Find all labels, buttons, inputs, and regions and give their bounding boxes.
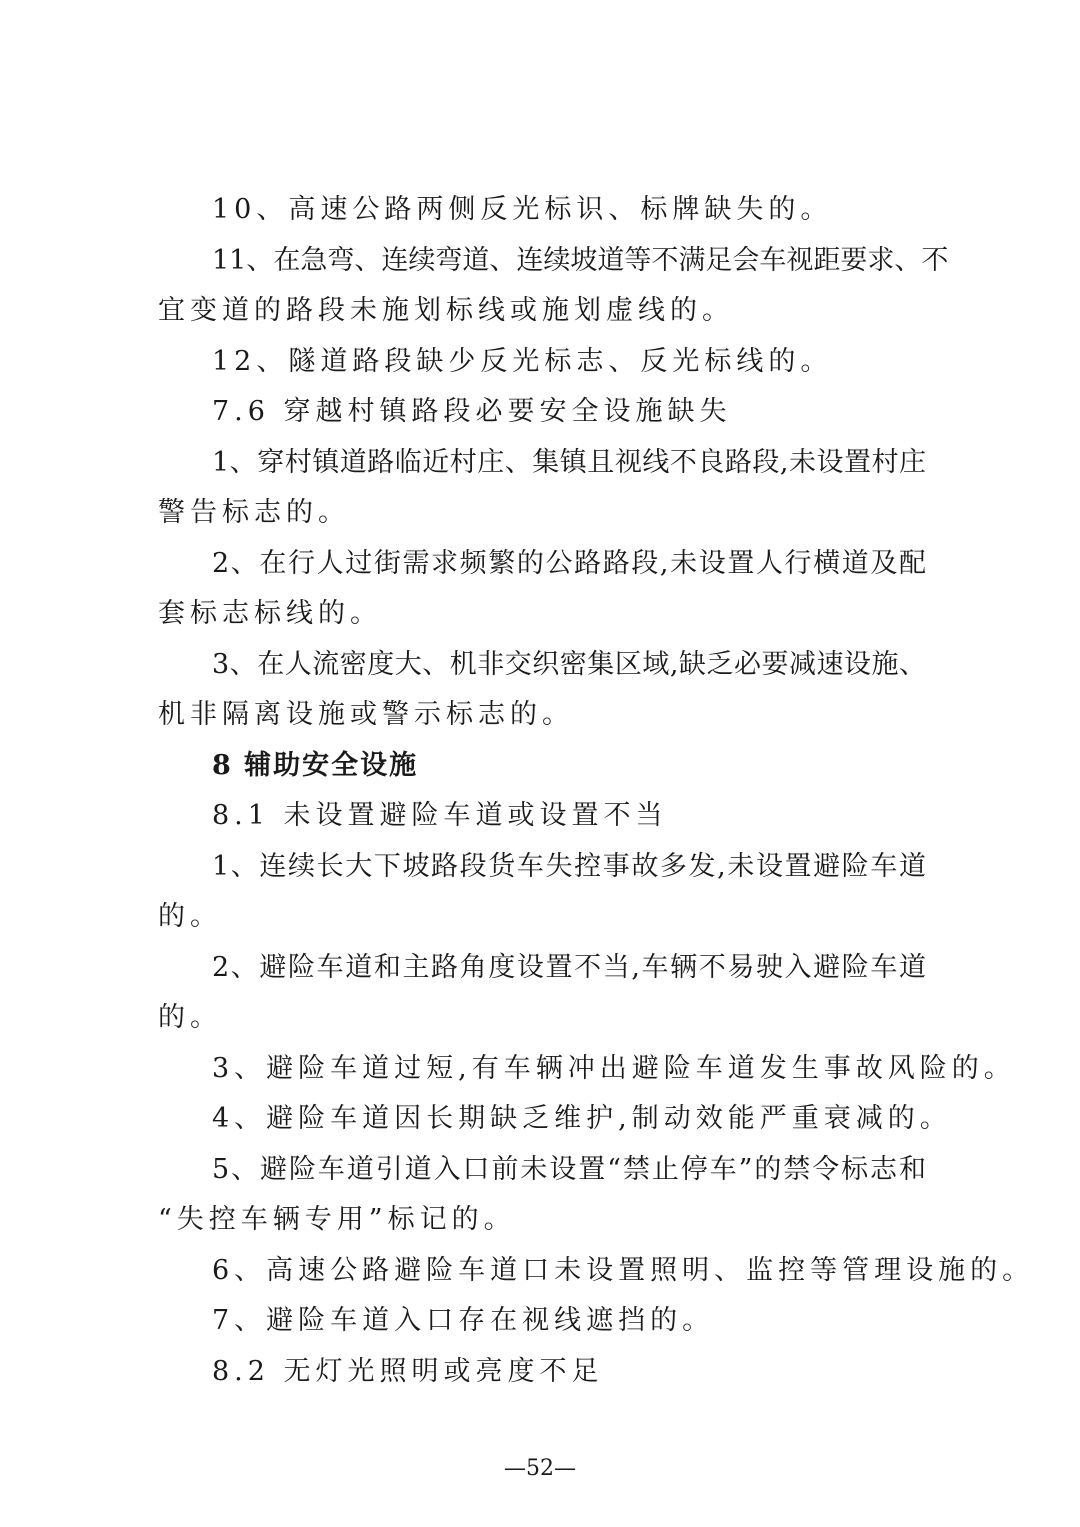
paragraph-line: 的。 — [158, 1002, 222, 1033]
paragraph-line: 11、在急弯、连续弯道、连续坡道等不满足会车视距要求、不 — [212, 244, 949, 276]
paragraph-line: 的。 — [158, 901, 222, 932]
page-number: —52— — [504, 1456, 576, 1481]
paragraph-line: 套标志标线的。 — [158, 598, 382, 629]
paragraph-line: 12、隧道路段缺少反光标志、反光标线的。 — [212, 345, 833, 377]
paragraph-line: 宜变道的路段未施划标线或施划虚线的。 — [158, 295, 734, 326]
section-heading: 8.1 未设置避险车道或设置不当 — [212, 800, 668, 831]
paragraph-line: 7、避险车道入口存在视线遮挡的。 — [212, 1305, 715, 1336]
paragraph-line: 5、避险车道引道入口前未设置“禁止停车”的禁令标志和 — [212, 1153, 926, 1185]
chapter-heading: 8 辅助安全设施 — [212, 749, 419, 781]
paragraph-line: 2、避险车道和主路角度设置不当,车辆不易驶入避险车道 — [212, 951, 926, 983]
paragraph-line: 3、避险车道过短,有车辆冲出避险车道发生事故风险的。 — [212, 1052, 1016, 1084]
paragraph-line: 3、在人流密度大、机非交织密集区域,缺乏必要减速设施、 — [212, 648, 926, 680]
paragraph-line: 2、在行人过街需求频繁的公路路段,未设置人行横道及配 — [212, 547, 926, 579]
paragraph-line: 4、避险车道因长期缺乏维护,制动效能严重衰减的。 — [212, 1103, 952, 1134]
paragraph-line: 机非隔离设施或警示标志的。 — [158, 699, 574, 730]
paragraph-line: 1、连续长大下坡路段货车失控事故多发,未设置避险车道 — [212, 850, 926, 882]
paragraph-line: “失控车辆专用”标记的。 — [158, 1204, 516, 1235]
section-heading: 8.2 无灯光照明或亮度不足 — [212, 1355, 604, 1387]
paragraph-line: 6、高速公路避险车道口未设置照明、监控等管理设施的。 — [212, 1254, 1035, 1286]
paragraph-line: 警告标志的。 — [158, 497, 350, 528]
paragraph-line: 1、穿村镇道路临近村庄、集镇且视线不良路段,未设置村庄 — [212, 446, 926, 478]
section-heading: 7.6 穿越村镇路段必要安全设施缺失 — [212, 396, 732, 427]
paragraph-line: 10、高速公路两侧反光标识、标牌缺失的。 — [212, 194, 833, 225]
document-body — [158, 185, 1035, 1397]
